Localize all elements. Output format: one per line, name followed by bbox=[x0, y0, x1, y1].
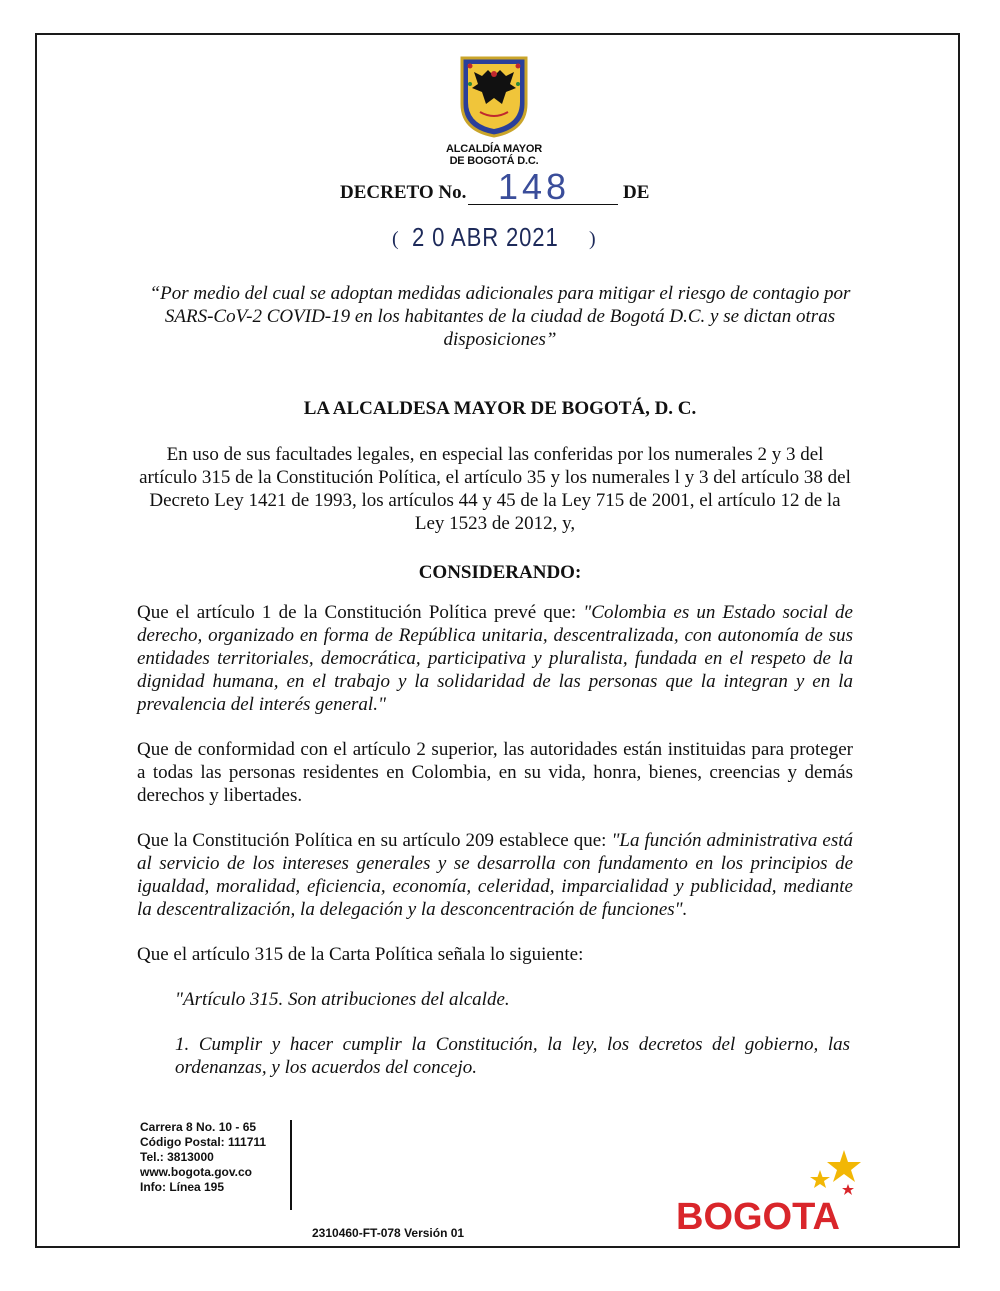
decree-number-stamp: 148 bbox=[498, 166, 571, 207]
footer-address: Carrera 8 No. 10 - 65 bbox=[140, 1120, 257, 1134]
paragraph-intro: Que el artículo 1 de la Constitución Política prevé que: bbox=[137, 602, 584, 623]
form-code: 2310460-FT-078 Versión 01 bbox=[312, 1226, 465, 1240]
footer-info-line: Info: Línea 195 bbox=[140, 1180, 225, 1194]
decree-subject: “Por medio del cual se adoptan medidas adicionales para mitigar el riesgo de contagio por SARS-CoV-2 COVID-19 en los habitantes de la ciudad de Bogotá D.C. y se dictan otras disposiciones” bbox=[149, 283, 851, 350]
paragraph-art315: Que el artículo 315 de la Carta Política señala lo siguiente: bbox=[137, 944, 584, 965]
paragraph-constitution-art1 bbox=[137, 601, 853, 716]
paragraph-quote: "Colombia es un Estado social de derecho, organizado en forma de República unitaria, descentralizada, con autonomía de sus entidades territoriales, democrática, participativa y pluralista, fundada en el respeto de la dignidad humana, en el trabajo y la solidaridad de las personas que la integran y en la prevalencia del interés general." bbox=[137, 602, 853, 715]
crest-caption-line1: ALCALDÍA MAYOR bbox=[446, 143, 542, 155]
decree-de-label: DE bbox=[623, 182, 650, 203]
quote-art315-item1: 1. Cumplir y hacer cumplir la Constitución, la ley, los decretos del gobierno, las ordenanzas, y los acuerdos del concejo. bbox=[175, 1034, 850, 1078]
considering-heading: CONSIDERANDO: bbox=[418, 562, 582, 583]
bogota-logo bbox=[676, 1148, 866, 1248]
star-icon bbox=[806, 1148, 866, 1198]
crest-caption bbox=[400, 143, 588, 167]
footer-postal-code: Código Postal: 111711 bbox=[140, 1135, 267, 1149]
decree-label: DECRETO No. bbox=[340, 182, 467, 203]
date-value: 2 0 ABR 2021 bbox=[412, 222, 559, 252]
footer-address-block bbox=[140, 1120, 292, 1210]
bogota-logo-text: BOGOTA bbox=[676, 1196, 840, 1238]
paragraph-art209 bbox=[137, 829, 853, 921]
paragraph-art2: Que de conformidad con el artículo 2 superior, las autoridades están instituidas para proteger a todas las personas residentes en Colombia, en su vida, honra, bienes, creencias y demás derechos y libertades. bbox=[137, 739, 853, 806]
crest-caption-line2: DE BOGOTÁ D.C. bbox=[449, 155, 539, 167]
quote-art315-title: "Artículo 315. Son atribuciones del alcalde. bbox=[175, 989, 510, 1010]
authority-heading: LA ALCALDESA MAYOR DE BOGOTÁ, D. C. bbox=[303, 398, 697, 419]
date-close-paren: ) bbox=[589, 228, 596, 250]
authority-text: En uso de sus facultades legales, en especial las conferidas por los numerales 2 y 3 del artículo 315 de la Constitución Política, el artículo 35 y los numerales l y 3 del artículo 38 del Decreto Ley 1421 de 1993, los artículos 44 y 45 de la Ley 715 de 2001, el artículo 12 de la Ley 1523 de 2012, y, bbox=[139, 444, 851, 534]
date-open-paren: ( bbox=[392, 228, 399, 250]
paragraph-quote: "La función administrativa está al servicio de los intereses generales y se desarrolla con fundamento en los principios de igualdad, moralidad, eficiencia, economía, celeridad, imparcialidad y publicidad, mediante la descentralización, la delegación y la desconcentración de funciones". bbox=[137, 830, 854, 920]
date-stamp bbox=[392, 222, 612, 254]
footer-website: www.bogota.gov.co bbox=[140, 1165, 252, 1179]
paragraph-intro: Que la Constitución Política en su artículo 209 establece que: bbox=[137, 830, 612, 851]
bogota-coat-of-arms-icon bbox=[458, 54, 530, 138]
footer-phone: Tel.: 3813000 bbox=[140, 1150, 214, 1164]
decree-title bbox=[340, 168, 670, 208]
